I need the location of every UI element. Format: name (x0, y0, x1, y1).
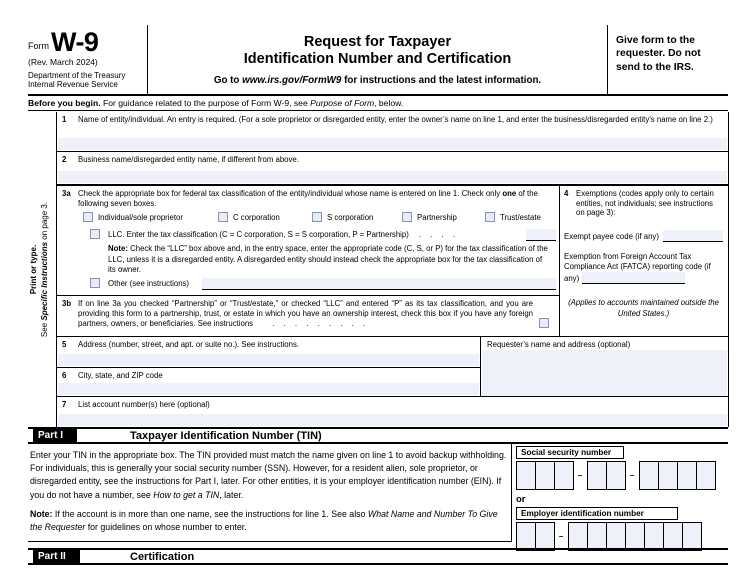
part1-title: Taxpayer Identification Number (TIN) (130, 429, 322, 442)
other-input[interactable] (202, 278, 556, 290)
tin-digit-box[interactable] (516, 461, 536, 490)
line2-row (57, 152, 728, 186)
checkbox-c-corporation[interactable] (218, 212, 228, 222)
tin-entry-area (516, 446, 728, 551)
revision-date: (Rev. March 2024) (28, 56, 98, 67)
tin-bottom-rule (28, 541, 512, 542)
tin-digit-box[interactable] (535, 522, 555, 551)
line6-row (57, 368, 480, 396)
requester-name-address-input[interactable] (482, 350, 727, 396)
dot-leader: . . . . . . . . . (263, 319, 366, 329)
form-fields-table (56, 112, 729, 427)
part1-badge: Part I (33, 429, 77, 442)
checkbox-label: Partnership (417, 212, 457, 222)
line1-number: 1 (62, 115, 67, 124)
tin-digit-box[interactable] (554, 461, 574, 490)
checkbox-s-corporation[interactable] (312, 212, 322, 222)
line5-row (57, 337, 480, 368)
agency-label: Internal Revenue Service (28, 80, 118, 90)
ssn-digit-row (516, 461, 728, 490)
tin-digit-box[interactable] (568, 522, 588, 551)
form-header (28, 25, 728, 96)
form-id-block (28, 25, 148, 94)
part2-header (28, 548, 728, 565)
line1-row (57, 112, 728, 152)
checkbox-partnership[interactable] (402, 212, 412, 222)
tin-dash: – (577, 471, 583, 480)
checkbox-llc[interactable] (90, 229, 100, 239)
tin-digit-box[interactable] (644, 522, 664, 551)
line3a-label: Check the appropriate box for federal tax classification of the entity/individual whose name is entered on line 1. Check only one of the following seven boxes. (78, 189, 538, 208)
before-you-begin: Before you begin. For guidance related to the purpose of Form W-9, see Purpose of Form, below. (28, 98, 728, 111)
line7-number: 7 (62, 400, 67, 409)
tin-digit-box[interactable] (587, 522, 607, 551)
line2-number: 2 (62, 155, 67, 164)
irs-url: www.irs.gov/FormW9 (242, 75, 342, 87)
address-input[interactable] (58, 354, 479, 366)
tin-digit-box[interactable] (658, 461, 678, 490)
ein-label-box: Employer identification number (516, 507, 678, 520)
tin-paragraph-2: Note: If the account is in more than one name, see the instructions for line 1. See also What Name and Number To Give the Requester for guidelines on whose number to enter. (30, 508, 498, 532)
checkbox-label: Individual/sole proprietor (98, 212, 183, 222)
tin-digit-box[interactable] (625, 522, 645, 551)
line1-label: Name of entity/individual. An entry is required. (For a sole proprietor or disregarded entity, enter the owner’s name on line 1, and enter the business/disregarded entity’s name on line 2.) (78, 115, 713, 124)
form-number: W-9 (51, 27, 99, 57)
checkbox-label: S corporation (327, 212, 374, 222)
checkbox-individual-sole-proprietor[interactable] (83, 212, 93, 222)
line5-number: 5 (62, 340, 67, 349)
applies-note: (Applies to accounts maintained outside the United States.) (568, 298, 719, 318)
line7-row (57, 397, 728, 427)
ssn-label-box: Social security number (516, 446, 624, 459)
other-label: Other (see instructions) (108, 278, 190, 288)
line3b-section (57, 296, 559, 336)
part2-title: Certification (130, 550, 195, 563)
classification-checkbox-row (57, 212, 559, 225)
checkbox-trust-estate[interactable] (485, 212, 495, 222)
line5-6-row (57, 337, 728, 397)
line3b-number: 3b (62, 299, 72, 308)
line2-business-name-input[interactable] (58, 171, 727, 183)
account-numbers-input[interactable] (58, 414, 727, 426)
department-label: Department of the Treasury (28, 70, 126, 80)
tin-digit-box[interactable] (682, 522, 702, 551)
llc-label: LLC. Enter the tax classification (C = C corporation, S = S corporation, P = Partnership) (108, 230, 409, 240)
tin-digit-box[interactable] (663, 522, 683, 551)
checkbox-label: Trust/estate (500, 212, 541, 222)
requester-section (481, 337, 728, 396)
print-or-type-label: Print or type. (29, 244, 38, 295)
line1-name-input[interactable] (58, 138, 727, 150)
checkbox-other[interactable] (90, 278, 100, 288)
form-title-block (148, 25, 607, 94)
tin-digit-box[interactable] (677, 461, 697, 490)
tin-digit-box[interactable] (587, 461, 607, 490)
line3b-label: If on line 3a you checked “Partnership” or “Trust/estate,” or checked “LLC” and entered “P” as its tax classification, and you are providing this form to a partnership, trust, or estate in which you have an ownership interest, check this box if you have any foreign partners, owners, or beneficiaries. See instructions . . . . . . . . . (78, 299, 533, 329)
goto-line: Go to www.irs.gov/FormW9 for instructions and the latest information. (213, 75, 542, 87)
line5-label: Address (number, street, and apt. or suite no.). See instructions. (78, 340, 300, 349)
llc-classification-input[interactable] (526, 229, 556, 241)
fatca-code-input[interactable] (582, 272, 685, 284)
tin-digit-box[interactable] (606, 461, 626, 490)
line7-label: List account number(s) here (optional) (78, 400, 210, 409)
line4-number: 4 (564, 189, 569, 198)
tin-digit-box[interactable] (639, 461, 659, 490)
line3-and-4-row (57, 186, 728, 337)
checkbox-foreign-partners[interactable] (539, 318, 549, 328)
tin-column-divider (511, 444, 512, 541)
exempt-payee-label: Exempt payee code (if any) (564, 232, 659, 242)
part2-badge: Part II (33, 550, 80, 563)
tin-digit-box[interactable] (516, 522, 536, 551)
or-label: or (516, 494, 526, 505)
give-form-box: Give form to the requester. Do not send to the IRS. (607, 25, 728, 94)
print-or-type-sidebar (28, 112, 57, 427)
specific-instructions-label: See Specific Instructions on page 3. (40, 201, 49, 338)
exempt-payee-code-input[interactable] (663, 230, 723, 242)
part1-body (28, 446, 728, 548)
checkbox-label: C corporation (233, 212, 280, 222)
line6-number: 6 (62, 371, 67, 380)
ein-digit-row (516, 522, 728, 551)
line6-label: City, state, and ZIP code (78, 371, 163, 380)
llc-note: Note: Check the “LLC” box above and, in the entry space, enter the appropriate code (C, S, or P) for the tax classification of the LLC, unless it is a disregarded entity. A disregarded entity should instead check the appropriate box for the tax classification of its owner. (108, 244, 548, 274)
line3a-section (57, 186, 559, 296)
city-state-zip-input[interactable] (58, 383, 479, 395)
tin-dash: – (629, 471, 635, 480)
part1-header (28, 427, 728, 444)
fatca-label: Exemption from Foreign Account Tax Compliance Act (FATCA) reporting code (if any) (564, 252, 711, 284)
llc-line (57, 229, 559, 242)
line4-exemptions-section (560, 186, 728, 336)
tin-dash: – (558, 532, 564, 541)
tin-paragraph-1: Enter your TIN in the appropriate box. The TIN provided must match the name given on line 1 to avoid backup withholding. For individuals, this is generally your social security number (SSN). However, for a resident alien, sole proprietor, or disregarded entity, see the instructions for Part I, later. For other entities, it is your employer identification number (EIN). If you do not have a number, see How to get a TIN, later. (30, 450, 507, 500)
form-title: Request for Taxpayer Identification Number and Certification (243, 34, 512, 68)
tin-digit-box[interactable] (696, 461, 716, 490)
form-word: Form (28, 40, 49, 51)
dot-leader: . . . . (418, 230, 456, 240)
tin-digit-box[interactable] (606, 522, 626, 551)
tin-instructions (30, 449, 508, 534)
line3a-number: 3a (62, 189, 71, 198)
line2-label: Business name/disregarded entity name, if different from above. (78, 155, 299, 164)
line4-label: Exemptions (codes apply only to certain entities, not individuals; see instructions on page 3): (576, 189, 714, 218)
tin-digit-box[interactable] (535, 461, 555, 490)
other-line (57, 278, 559, 291)
requester-label: Requester’s name and address (optional) (487, 340, 631, 349)
